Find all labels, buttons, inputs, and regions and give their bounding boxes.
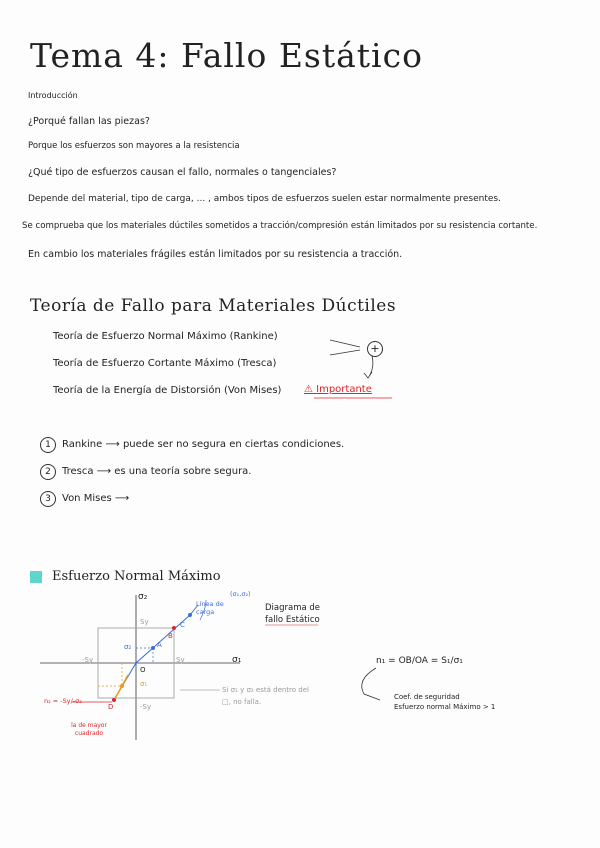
intro-line-6: En cambio los materiales frágiles están limitados por su resistencia a tracción. xyxy=(28,249,403,260)
sy-top: Sy xyxy=(140,618,149,626)
safety-label-1: Coef. de seguridad xyxy=(394,693,460,701)
label-c: C xyxy=(180,621,185,629)
important-tag: ⚠ Importante xyxy=(304,384,372,395)
theory-rankine: Teoría de Esfuerzo Normal Máximo (Rankine) xyxy=(53,331,278,342)
plus-circle: + xyxy=(367,341,383,357)
safety-label-2: Esfuerzo normal Máximo > 1 xyxy=(394,703,496,711)
section-heading-ductile: Teoría de Fallo para Materiales Dúctiles xyxy=(30,296,397,316)
label-o: O xyxy=(140,666,146,674)
page-title: Tema 4: Fallo Estático xyxy=(30,36,423,75)
sigma1-marker: σ₁ xyxy=(140,680,148,688)
sy-bottom: -Sy xyxy=(140,703,152,711)
sigma2-label: σ₂ xyxy=(138,592,148,602)
down-arrow-icon xyxy=(364,356,373,378)
intro-line-5: Se comprueba que los materiales dúctiles sometidos a tracción/compresión están limitados por su resistencia cortante. xyxy=(22,221,538,231)
theory-von-mises: Teoría de la Energía de Distorsión (Von Mises) xyxy=(53,385,282,396)
bracket-line xyxy=(362,668,380,700)
point-a xyxy=(151,646,155,650)
label-d: D xyxy=(108,703,114,711)
number-3: 3 xyxy=(40,491,56,507)
sigma1-label: σ₁ xyxy=(232,655,242,665)
point-coords: (σ₁,σ₂) xyxy=(230,590,251,598)
safety-formula: n₁ = OB/OA = S₁/σ₁ xyxy=(376,656,463,666)
sy-right: Sy xyxy=(176,656,185,664)
intro-line-1: ¿Porqué fallan las piezas? xyxy=(28,116,150,127)
list-text-3: Von Mises ⟶ xyxy=(62,493,130,504)
diagram-title-line-1: Diagrama de xyxy=(265,603,321,613)
intro-line-4: Depende del material, tipo de carga, ... , ambos tipos de esfuerzos suelen estar normalmente presentes. xyxy=(28,194,501,204)
n-left-formula: n₂ = -Sy/-σ₂ xyxy=(44,697,82,705)
diagram-title-line-2: fallo Estático xyxy=(265,615,320,625)
number-1: 1 xyxy=(40,437,56,453)
larger-square-label: la de mayor cuadrado xyxy=(71,722,107,737)
list-text-2: Tresca ⟶ es una teoría sobre segura. xyxy=(62,466,252,477)
intro-line-2: Porque los esfuerzos son mayores a la resistencia xyxy=(28,141,240,151)
arrow-lines xyxy=(330,340,360,355)
theory-tresca: Teoría de Esfuerzo Cortante Máximo (Tresca) xyxy=(53,358,277,369)
point-orange xyxy=(120,684,124,688)
point-d xyxy=(112,698,116,702)
point-b xyxy=(172,626,176,630)
number-2: 2 xyxy=(40,464,56,480)
section-heading-normal-max: Esfuerzo Normal Máximo xyxy=(52,569,221,584)
label-b: B xyxy=(168,632,173,640)
label-a: A xyxy=(157,641,162,649)
inside-square-note: Si σ₁ y σ₂ está dentro del □, no falla. xyxy=(222,686,309,706)
sigma2-marker: σ₂ xyxy=(124,643,132,651)
intro-line-3: ¿Qué tipo de esfuerzos causan el fallo, normales o tangenciales? xyxy=(28,167,337,178)
sy-left: -Sy xyxy=(82,656,94,664)
list-text-1: Rankine ⟶ puede ser no segura en ciertas condiciones. xyxy=(62,439,345,450)
point-c xyxy=(188,613,192,617)
load-line-label: Línea de carga xyxy=(196,600,224,616)
intro-heading: Introducción xyxy=(28,91,78,100)
